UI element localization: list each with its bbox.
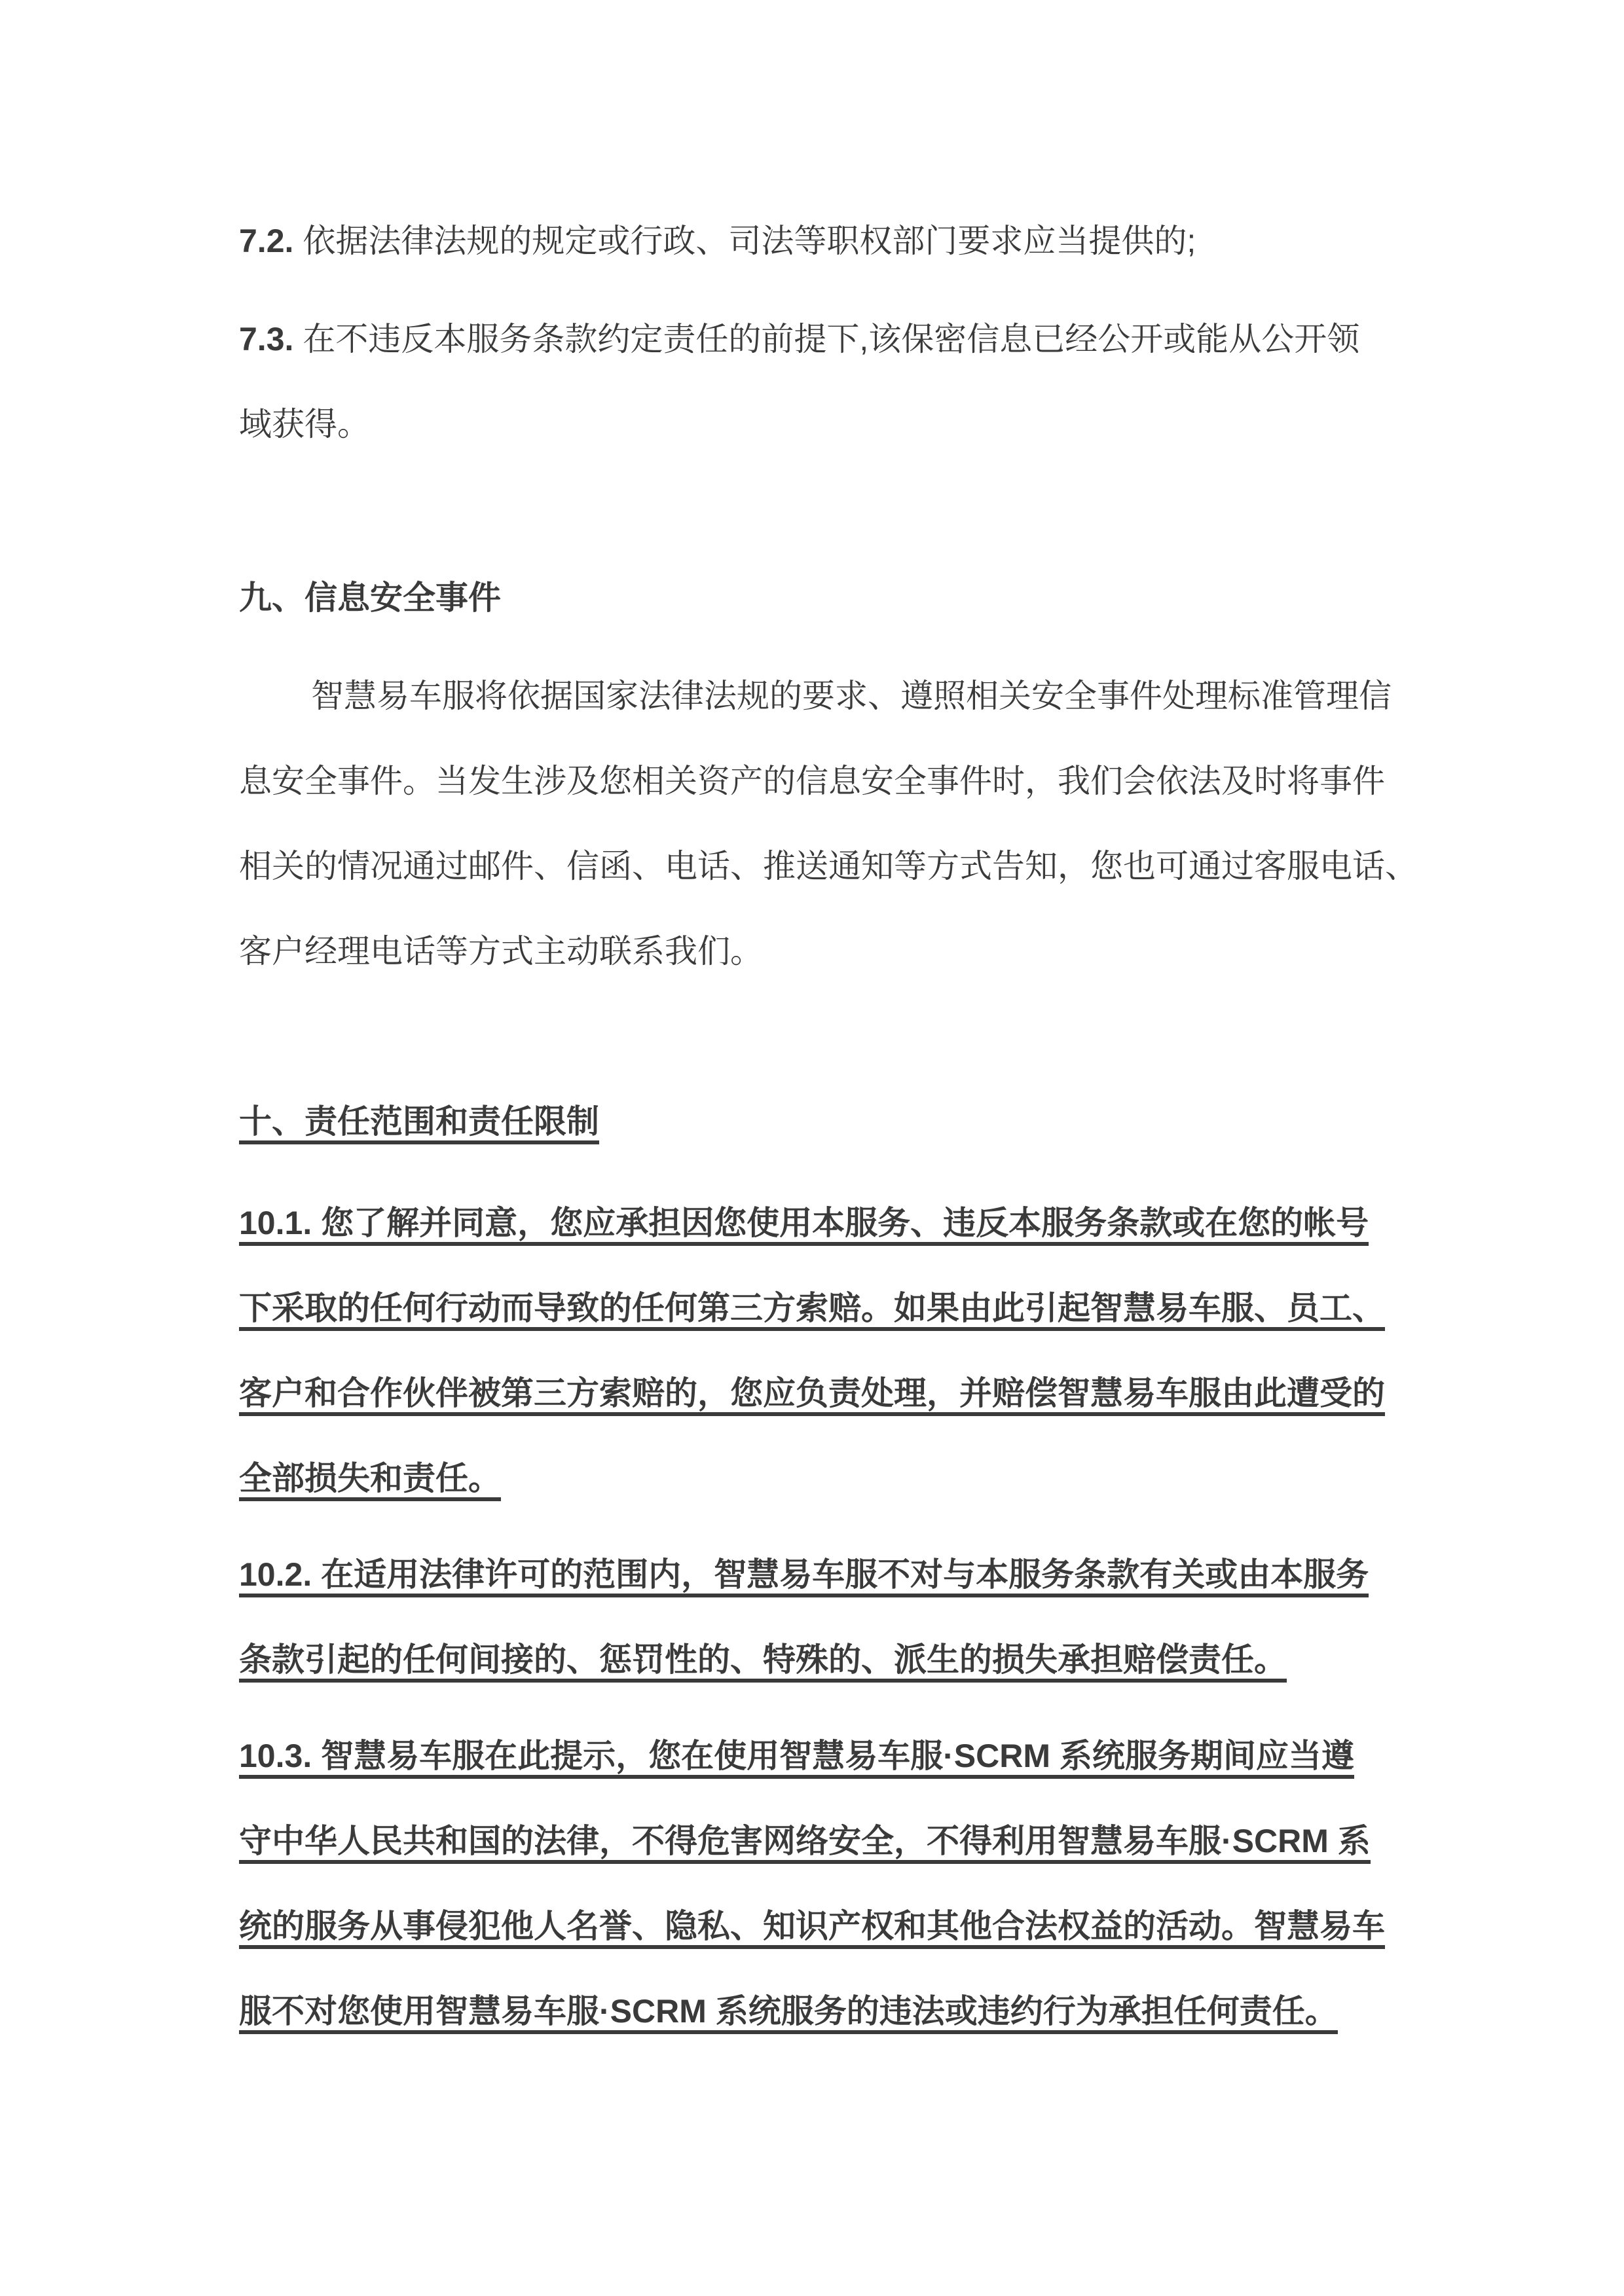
heading-line [239, 1079, 1401, 1164]
clause-text: 下采取的任何行动而导致的任何第三方索赔。如果由此引起智慧易车服、员工、 [239, 1290, 1385, 1331]
clause-7-2 [239, 198, 1401, 283]
clause-text: 客户和合作伙伴被第三方索赔的，您应负责处理，并赔偿智慧易车服由此遭受的 [239, 1375, 1385, 1416]
text-line [239, 1713, 1401, 1798]
clause-text: 在不违反本服务条款约定责任的前提下,该保密信息已经公开或能从公开领 [303, 321, 1360, 357]
clause-10-1 [239, 1180, 1401, 1521]
clause-text: 10.1. 您了解并同意，您应承担因您使用本服务、违反本服务条款或在您的帐号 [239, 1205, 1369, 1246]
clause-text: 守中华人民共和国的法律，不得危害网络安全，不得利用智慧易车服·SCRM 系 [239, 1823, 1371, 1864]
text-line [239, 297, 1401, 382]
section-heading-10 [239, 1079, 1401, 1164]
clause-text: 10.2. 在适用法律许可的范围内，智慧易车服不对与本服务条款有关或由本服务 [239, 1556, 1369, 1597]
text-line: 相关的情况通过邮件、信函、电话、推送通知等方式告知，您也可通过客服电话、 [239, 848, 1418, 884]
clause-10-2 [239, 1532, 1401, 1702]
text-line: 智慧易车服将依据国家法律法规的要求、遵照相关安全事件处理标准管理信 [311, 678, 1392, 714]
text-line [239, 1436, 1401, 1521]
clause-number: 7.2. [239, 223, 294, 259]
heading-line: 九、信息安全事件 [239, 579, 501, 616]
text-line [239, 1798, 1401, 1884]
heading-text: 十、责任范围和责任限制 [239, 1103, 599, 1144]
text-line: 客户经理电话等方式主动联系我们。 [239, 933, 763, 970]
text-line: 域获得。 [239, 406, 370, 443]
text-line [239, 198, 1401, 283]
text-line [239, 1351, 1401, 1436]
clause-text: 依据法律法规的规定或行政、司法等职权部门要求应当提供的; [303, 223, 1196, 259]
section-heading-9 [239, 555, 1401, 640]
clause-text: 全部损失和责任。 [239, 1460, 501, 1501]
clause-text: 条款引起的任何间接的、惩罚性的、特殊的、派生的损失承担赔偿责任。 [239, 1641, 1287, 1683]
text-line: 息安全事件。当发生涉及您相关资产的信息安全事件时，我们会依法及时将事件 [239, 763, 1385, 799]
clause-text: 服不对您使用智慧易车服·SCRM 系统服务的违法或违约行为承担任何责任。 [239, 1993, 1338, 2034]
text-line [239, 1266, 1401, 1351]
clause-7-3 [239, 297, 1401, 467]
text-line [239, 1532, 1401, 1617]
text-line [239, 1969, 1401, 2054]
clause-number: 7.3. [239, 321, 294, 357]
text-line [239, 1180, 1401, 1266]
text-line [239, 1884, 1401, 1969]
text-line [239, 1617, 1401, 1702]
clause-10-3 [239, 1713, 1401, 2054]
clause-text: 统的服务从事侵犯他人名誉、隐私、知识产权和其他合法权益的活动。智慧易车 [239, 1908, 1385, 1949]
paragraph-9 [239, 653, 1418, 994]
clause-text: 10.3. 智慧易车服在此提示，您在使用智慧易车服·SCRM 系统服务期间应当遵 [239, 1738, 1354, 1779]
